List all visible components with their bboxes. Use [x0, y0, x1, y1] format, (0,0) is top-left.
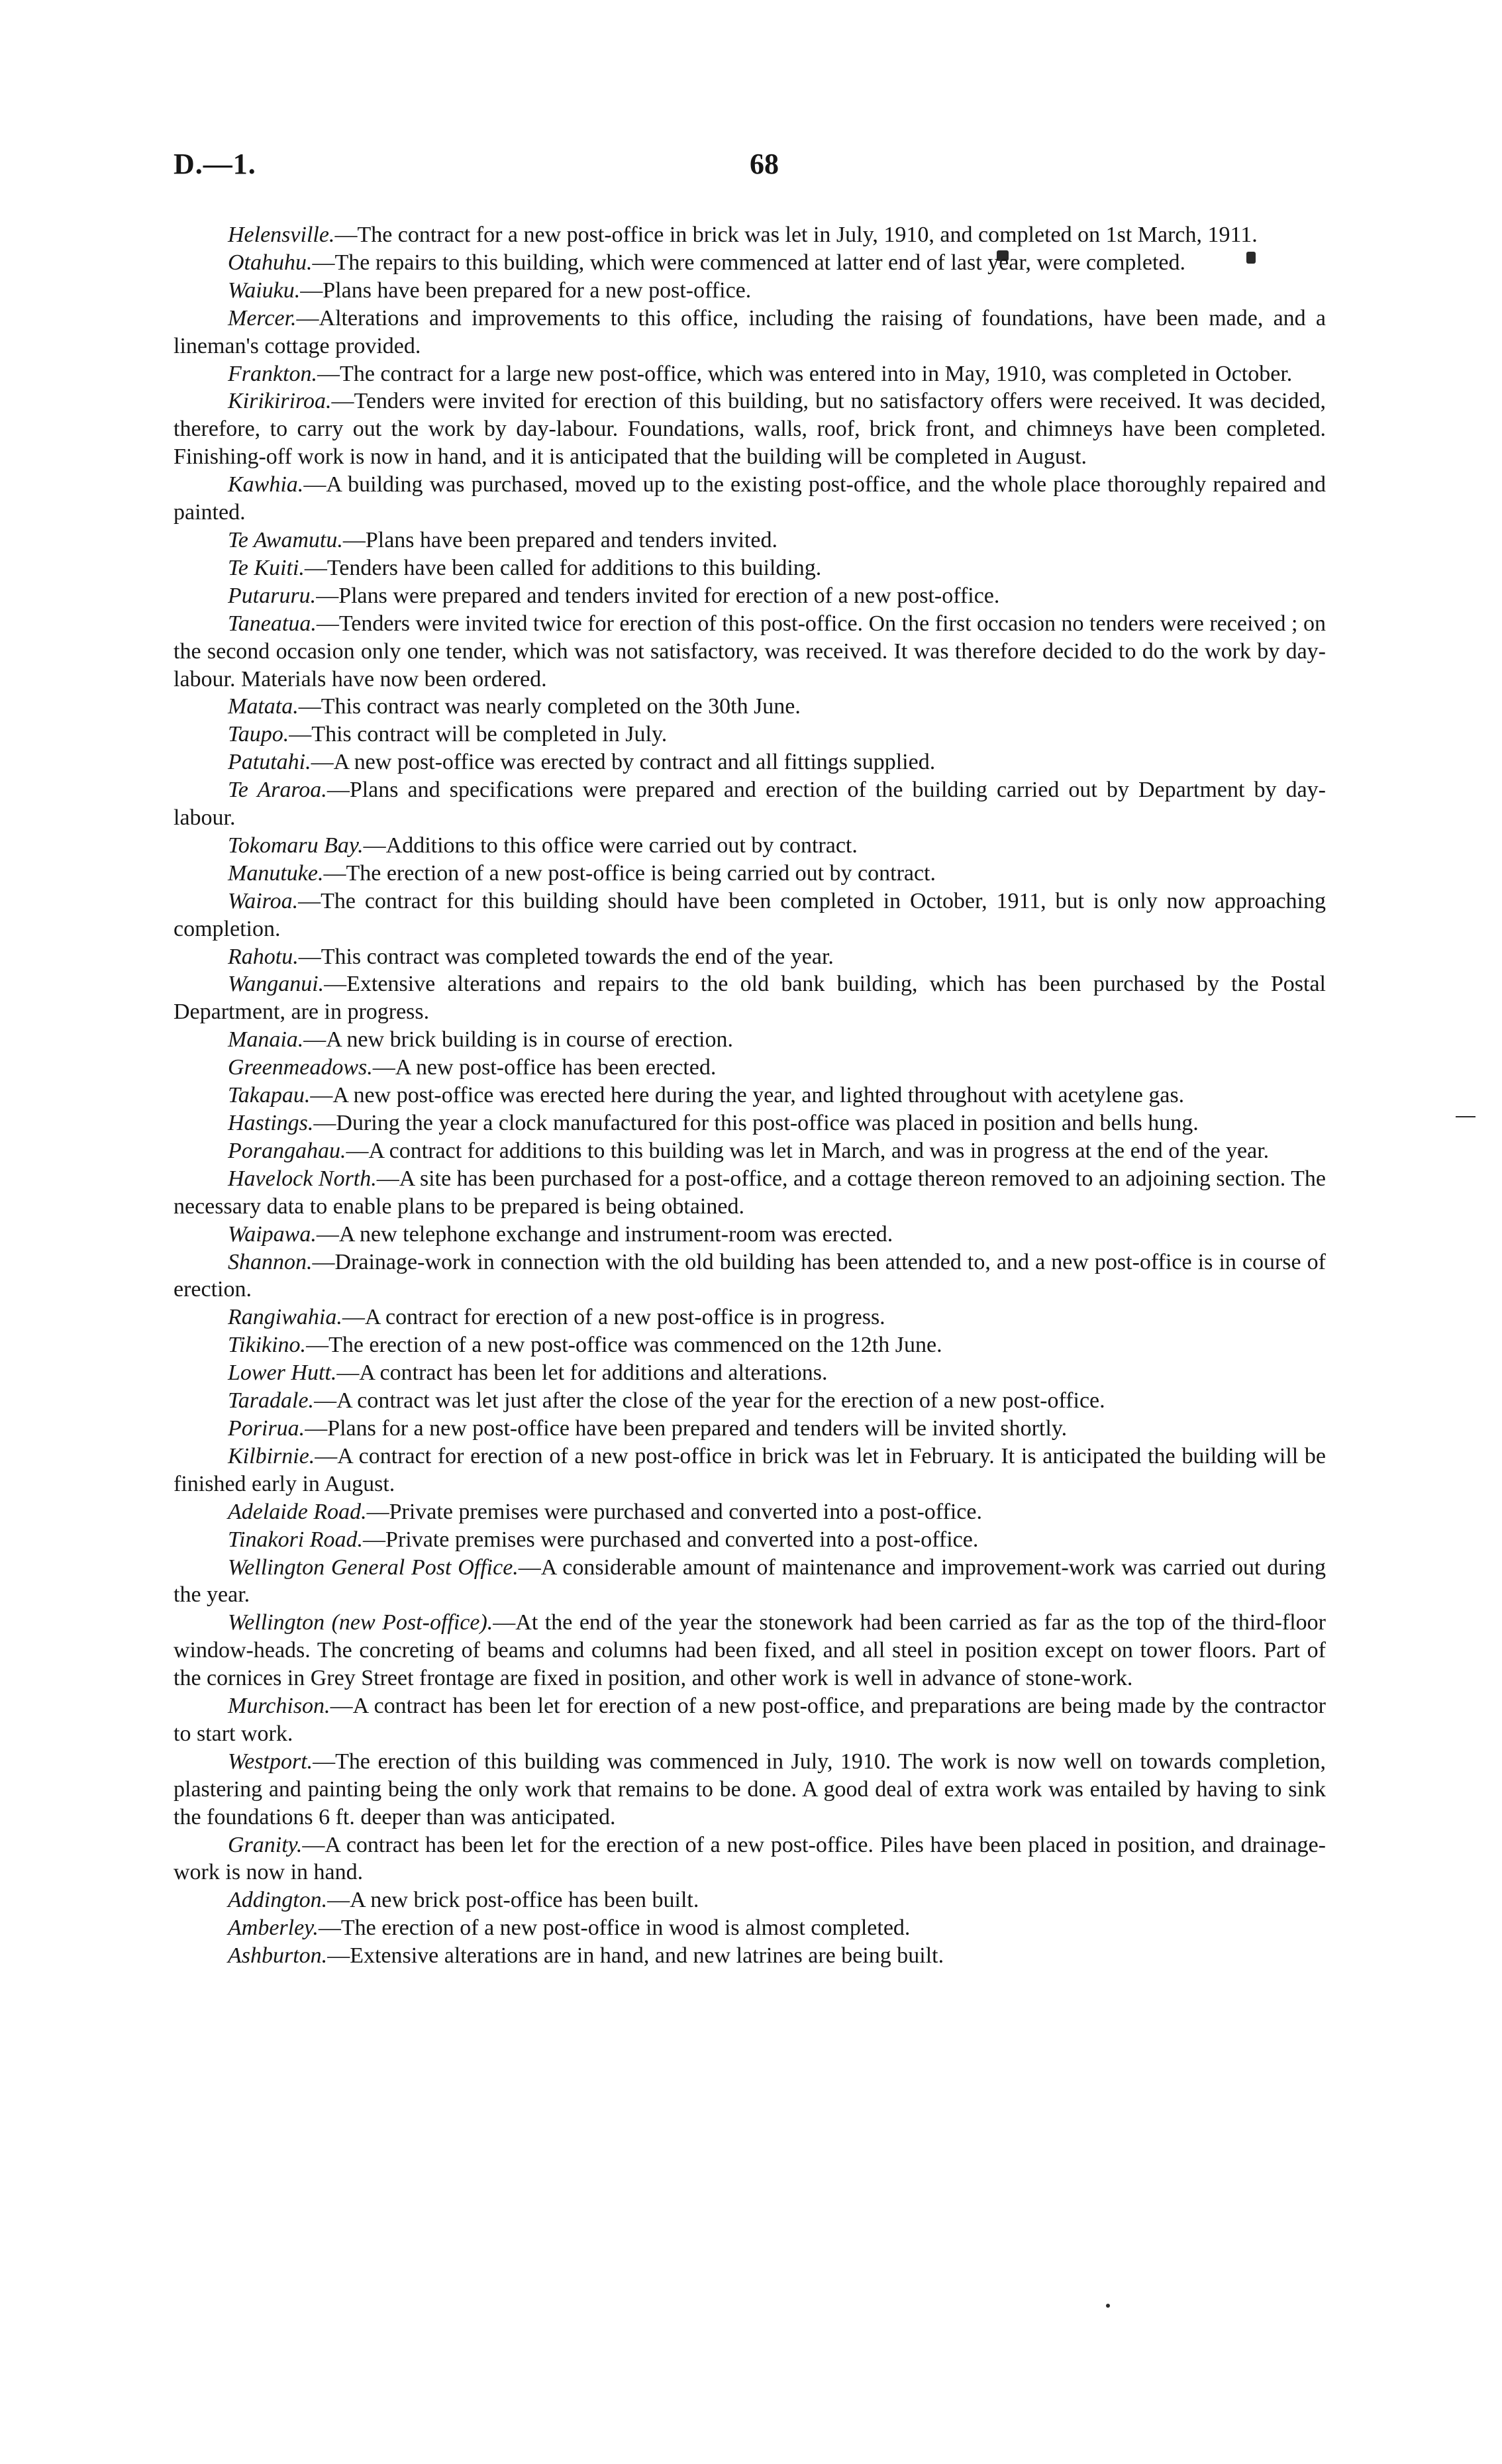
entry-paragraph: [174, 277, 1326, 305]
entry-paragraph: [174, 305, 1326, 360]
entry-paragraph: [174, 1886, 1326, 1914]
entry-text: —The erection of a new post-office in wood is almost completed.: [318, 1916, 911, 1941]
entry-place-name: Wellington (new Post-office).: [228, 1610, 493, 1635]
entry-paragraph: [174, 1415, 1326, 1443]
entry-text: —Plans for a new post-office have been prepared and tenders will be invited shortly.: [305, 1415, 1068, 1441]
entry-place-name: Lower Hutt.: [228, 1360, 337, 1386]
entry-paragraph: [174, 860, 1326, 888]
entry-place-name: Taradale.: [228, 1388, 315, 1413]
entry-text: —A contract for erection of a new post-office is in progress.: [342, 1305, 885, 1330]
entry-place-name: Tinakori Road.: [228, 1527, 364, 1552]
entry-text: —The erection of a new post-office is being carried out by contract.: [323, 860, 936, 886]
entry-place-name: Takapau.: [228, 1083, 311, 1108]
entry-text: —Plans and specifications were prepared and erection of the building carried out by Department by day-labour.: [174, 778, 1327, 831]
entry-text: —A new post-office has been erected.: [372, 1055, 717, 1080]
entry-text: —During the year a clock manufactured for this post-office was placed in position and bells hung.: [313, 1111, 1199, 1135]
entry-paragraph: [174, 221, 1326, 249]
entry-text: —A new telephone exchange and instrument-room was erected.: [316, 1221, 893, 1247]
entry-paragraph: [174, 582, 1326, 610]
entry-place-name: Wairoa.: [228, 888, 299, 913]
entry-place-name: Taupo.: [228, 722, 289, 747]
entry-place-name: Wellington General Post Office.: [228, 1555, 519, 1580]
entry-paragraph: [174, 1914, 1326, 1942]
entry-place-name: Adelaide Road.: [228, 1499, 367, 1524]
entry-text: —A contract was let just after the close of the year for the erection of a new post-office.: [314, 1388, 1105, 1413]
entry-place-name: Havelock North.: [228, 1166, 377, 1191]
entry-text: —Extensive alterations are in hand, and new latrines are being built.: [327, 1943, 944, 1969]
entry-text: —Plans have been prepared and tenders invited.: [342, 527, 778, 552]
entry-text: —A new brick building is in course of erection.: [303, 1027, 733, 1052]
entry-place-name: Greenmeadows.: [228, 1055, 373, 1080]
entry-paragraph: [174, 527, 1326, 554]
entry-text: —A contract for additions to this building was let in March, and was in progress at the end of the year.: [346, 1138, 1270, 1163]
entry-place-name: Putaruru.: [228, 583, 317, 608]
entry-text: —At the end of the year the stonework had been carried as far as the top of the third-floor window-heads. The concreting of beams and columns had been fixed, and all steel in position except on tower floors. Part of the cornices in Grey Street frontage are fixed in position, and other work is well in advance of stone-work.: [174, 1610, 1326, 1691]
entry-text: —Plans were prepared and tenders invited for erection of a new post-office.: [316, 583, 1000, 608]
entry-paragraph: [174, 554, 1326, 582]
entry-paragraph: [174, 943, 1326, 971]
entry-text: —Tenders were invited twice for erection of this post-office. On the first occasion no tenders were received ; on the second occasion only one tender, which was not satisfactory, was received. It was therefore decided to do the work by day-labour. Materials have now been ordered.: [174, 611, 1326, 692]
entry-place-name: Otahuhu.: [228, 250, 313, 275]
entry-text: —Alterations and improvements to this office, including the raising of foundations, have been made, and a lineman's cottage provided.: [174, 305, 1326, 358]
entry-text: —This contract was nearly completed on the 30th June.: [298, 694, 801, 719]
entry-paragraph: [174, 1082, 1326, 1109]
entry-place-name: Hastings.: [228, 1111, 314, 1135]
entry-text: —Private premises were purchased and converted into a post-office.: [363, 1527, 979, 1552]
scan-speck: [1106, 2304, 1110, 2308]
entry-text: —The erection of a new post-office was commenced on the 12th June.: [306, 1333, 942, 1358]
entry-paragraph: [174, 721, 1326, 748]
entry-paragraph: [174, 1609, 1326, 1692]
entry-text: —The repairs to this building, which were commenced at latter end of last year, were completed.: [312, 250, 1185, 275]
entry-place-name: Wanganui.: [228, 972, 325, 997]
entry-paragraph: [174, 1498, 1326, 1526]
entry-paragraph: [174, 1692, 1326, 1748]
entry-place-name: Rangiwahia.: [228, 1305, 342, 1330]
entry-text: —A considerable amount of maintenance and improvement-work was carried out during the year.: [174, 1555, 1326, 1608]
entry-place-name: Addington.: [228, 1888, 328, 1913]
entry-paragraph: [174, 1109, 1326, 1137]
entry-paragraph: [174, 1137, 1326, 1165]
entry-paragraph: [174, 1748, 1326, 1831]
scan-speck: [1456, 1116, 1476, 1117]
entry-place-name: Ashburton.: [228, 1943, 328, 1969]
entry-place-name: Waiuku.: [228, 278, 301, 303]
entry-paragraph: [174, 748, 1326, 776]
page-header: [174, 147, 1326, 187]
entry-place-name: Tokomaru Bay.: [228, 833, 364, 858]
entry-text: —A new post-office was erected by contract and all fittings supplied.: [311, 750, 936, 775]
entry-paragraph: [174, 1359, 1326, 1387]
entry-text: —The erection of this building was commenced in July, 1910. The work is now well on towards completion, plastering and painting being the only work that remains to be done. A good deal of extra work was entailed by having to sink the foundations 6 ft. deeper than was anticipated.: [174, 1749, 1326, 1829]
entry-place-name: Patutahi.: [228, 750, 311, 775]
entry-paragraph: [174, 1443, 1326, 1498]
entry-paragraph: [174, 1221, 1326, 1249]
entry-paragraph: [174, 249, 1326, 277]
entry-place-name: Westport.: [228, 1749, 313, 1774]
entry-text: —This contract was completed towards the end of the year.: [298, 944, 834, 969]
entry-text: —A new post-office was erected here during the year, and lighted throughout with acetylene gas.: [310, 1083, 1185, 1108]
page-number: 68: [750, 148, 779, 180]
entry-paragraph: [174, 1026, 1326, 1054]
entry-text: —The contract for this building should have been completed in October, 1911, but is only now approaching completion.: [174, 888, 1326, 941]
entry-paragraph: [174, 1054, 1326, 1082]
entry-place-name: Amberley.: [228, 1916, 319, 1941]
entry-paragraph: [174, 1165, 1326, 1221]
entry-place-name: Porirua.: [228, 1415, 305, 1441]
entry-place-name: Manutuke.: [228, 860, 324, 886]
entry-paragraph: [174, 970, 1326, 1026]
entry-text: —A building was purchased, moved up to the existing post-office, and the whole place thoroughly repaired and painted.: [174, 472, 1326, 525]
entry-paragraph: [174, 1526, 1326, 1554]
entry-text: —Private premises were purchased and converted into a post-office.: [366, 1499, 982, 1524]
entry-place-name: Frankton.: [228, 361, 318, 386]
entry-paragraph: [174, 1554, 1326, 1610]
entry-place-name: Helensville.: [228, 223, 335, 247]
entry-paragraph: [174, 471, 1326, 527]
entry-paragraph: [174, 1249, 1326, 1304]
entry-paragraph: [174, 888, 1326, 943]
entry-place-name: Matata.: [228, 694, 299, 719]
entry-text: —A contract has been let for the erection of a new post-office. Piles have been placed in position, and drainage-work is now in hand.: [174, 1832, 1326, 1885]
entry-text: —A new brick post-office has been built.: [327, 1888, 699, 1913]
entry-text: —Tenders have been called for additions to this building.: [304, 555, 822, 580]
entry-place-name: Manaia.: [228, 1027, 304, 1052]
entry-place-name: Kawhia.: [228, 472, 304, 497]
entry-text: —The contract for a large new post-office, which was entered into in May, 1910, was completed in October.: [317, 361, 1293, 386]
document-body: [174, 221, 1326, 1970]
entry-place-name: Te Araroa.: [228, 778, 327, 803]
entry-text: —Plans have been prepared for a new post-office.: [300, 278, 752, 303]
entry-place-name: Waipawa.: [228, 1221, 317, 1247]
entry-text: —A contract has been let for erection of a new post-office, and preparations are being made by the contractor to start work.: [174, 1694, 1326, 1746]
entry-place-name: Rahotu.: [228, 944, 299, 969]
entry-place-name: Murchison.: [228, 1694, 330, 1719]
document-reference: D.—1.: [174, 148, 256, 180]
entry-paragraph: [174, 360, 1326, 388]
entry-paragraph: [174, 1942, 1326, 1970]
entry-paragraph: [174, 1831, 1326, 1887]
entry-place-name: Shannon.: [228, 1249, 313, 1274]
entry-text: —This contract will be completed in July.: [289, 722, 668, 747]
entry-paragraph: [174, 1331, 1326, 1359]
entry-paragraph: [174, 693, 1326, 721]
entry-text: —A contract for erection of a new post-office in brick was let in February. It is anticipated the building will be finished early in August.: [174, 1443, 1326, 1496]
entry-place-name: Te Kuiti.: [228, 555, 305, 580]
entry-place-name: Granity.: [228, 1832, 303, 1857]
entry-paragraph: [174, 832, 1326, 860]
entry-paragraph: [174, 1304, 1326, 1331]
entry-place-name: Taneatua.: [228, 611, 317, 636]
entry-place-name: Kilbirnie.: [228, 1443, 315, 1468]
entry-paragraph: [174, 776, 1326, 832]
entry-paragraph: [174, 387, 1326, 471]
entry-text: —The contract for a new post-office in brick was let in July, 1910, and completed on 1st March, 1911.: [334, 223, 1258, 247]
entry-place-name: Mercer.: [228, 305, 297, 331]
entry-place-name: Te Awamutu.: [228, 527, 343, 552]
entry-text: —Additions to this office were carried out by contract.: [363, 833, 858, 858]
entry-place-name: Porangahau.: [228, 1138, 346, 1163]
entry-text: —A site has been purchased for a post-office, and a cottage thereon removed to an adjoining section. The necessary data to enable plans to be prepared is being obtained.: [174, 1166, 1326, 1219]
entry-text: —A contract has been let for additions and alterations.: [336, 1360, 828, 1386]
entry-text: —Extensive alterations and repairs to the old bank building, which has been purchased by the Postal Department, are in progress.: [174, 972, 1326, 1025]
entry-text: —Drainage-work in connection with the old building has been attended to, and a new post-office is in course of erection.: [174, 1249, 1326, 1302]
entry-paragraph: [174, 1387, 1326, 1415]
entry-place-name: Kirikiriroa.: [228, 389, 332, 414]
entry-place-name: Tikikino.: [228, 1333, 307, 1358]
entry-text: —Tenders were invited for erection of this building, but no satisfactory offers were received. It was decided, therefore, to carry out the work by day-labour. Foundations, walls, roof, brick front, and chimneys have been completed. Finishing-off work is now in hand, and it is anticipated that the building will be completed in August.: [174, 389, 1326, 470]
entry-paragraph: [174, 610, 1326, 693]
